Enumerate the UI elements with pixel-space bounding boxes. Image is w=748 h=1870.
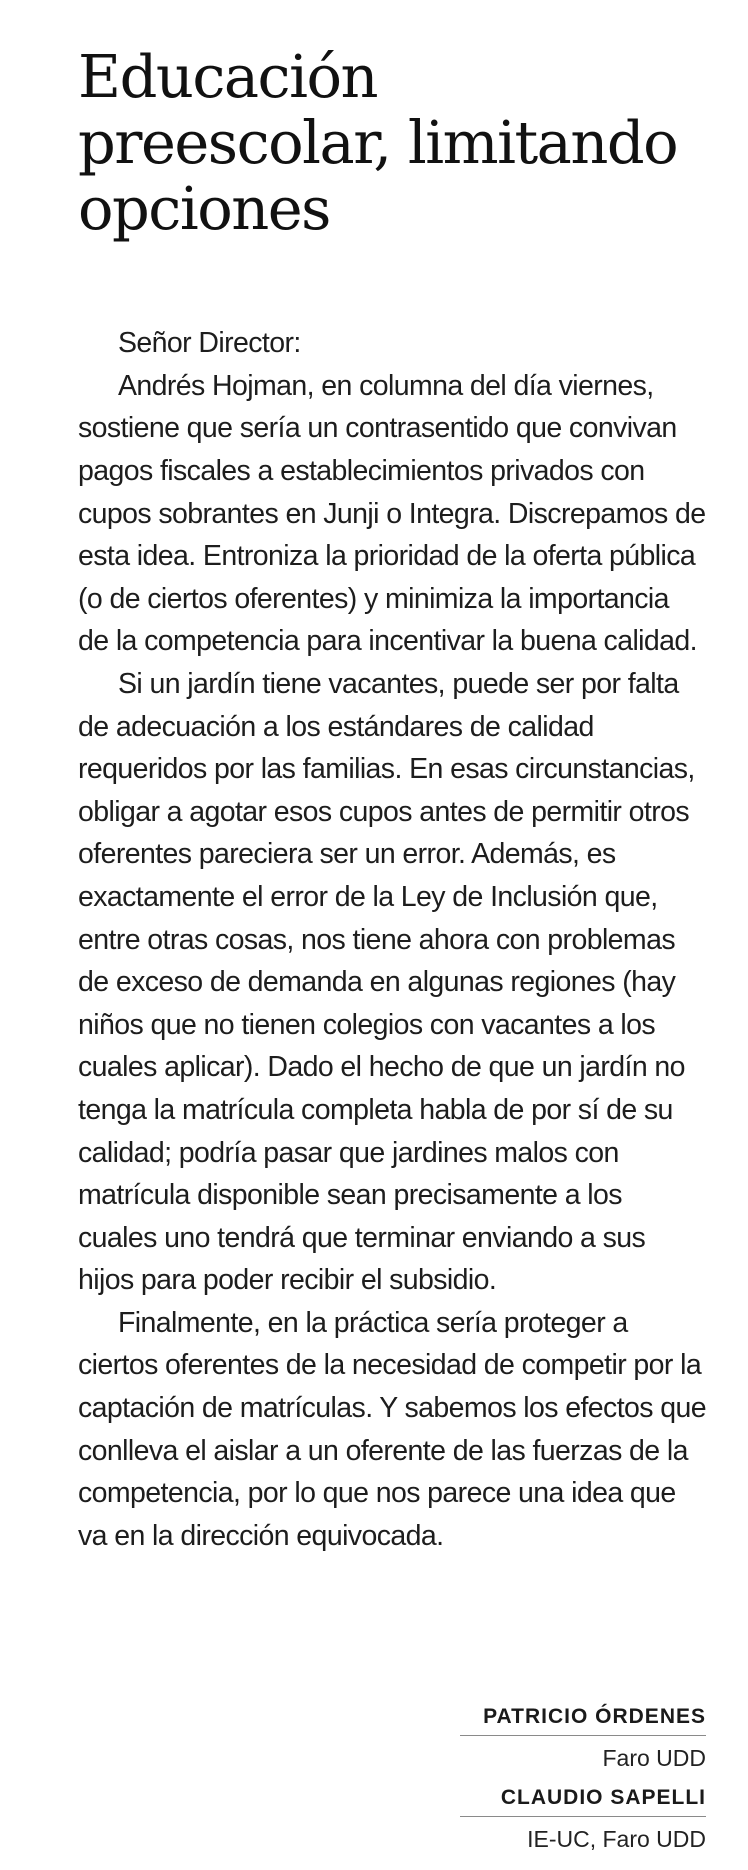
letter-article	[78, 44, 706, 1557]
letter-body	[78, 322, 706, 1557]
signer-name: CLAUDIO SAPELLI	[500, 1786, 706, 1809]
paragraph: Si un jardín tiene vacantes, puede ser por falta de adecuación a los estándares de calidad requeridos por las familias. En esas circunstancias, obligar a agotar esos cupos antes de permitir otros oferentes pareciera ser un error. Además, es exactamente el error de la Ley de Inclusión que, entre otras cosas, nos tiene ahora con problemas de exceso de demanda en algunas regiones (hay niños que no tienen colegios con vacantes a los cuales aplicar). Dado el hecho de que un jardín no tenga la matrícula completa habla de por sí de su calidad; podría pasar que jardines malos con matrícula disponible sean precisamente a los cuales uno tendrá que terminar enviando a sus hijos para poder recibir el subsidio.	[78, 667, 695, 1297]
paragraph: Andrés Hojman, en columna del día viernes, sostiene que sería un contrasentido que convivan pagos fiscales a establecimientos privados con cupos sobrantes en Junji o Integra. Discrepamos de esta idea. Entroniza la prioridad de la oferta pública (o de ciertos oferentes) y minimiza la importancia de la competencia para incentivar la buena calidad.	[78, 369, 706, 658]
headline: Educación preescolar, limitando opciones	[78, 42, 678, 244]
signer-affiliation: Faro UDD	[602, 1745, 706, 1771]
signer-affiliation: IE-UC, Faro UDD	[527, 1826, 706, 1852]
salutation: Señor Director:	[118, 327, 301, 360]
signer-name: PATRICIO ÓRDENES	[483, 1705, 706, 1728]
paragraph: Finalmente, en la práctica sería proteger a ciertos oferentes de la necesidad de competir por la captación de matrículas. Y sabemos los efectos que conlleva el aislar a un oferente de las fuerzas de la competencia, por lo que nos parece una idea que va en la dirección equivocada.	[78, 1306, 706, 1552]
signature-block	[460, 1699, 706, 1861]
